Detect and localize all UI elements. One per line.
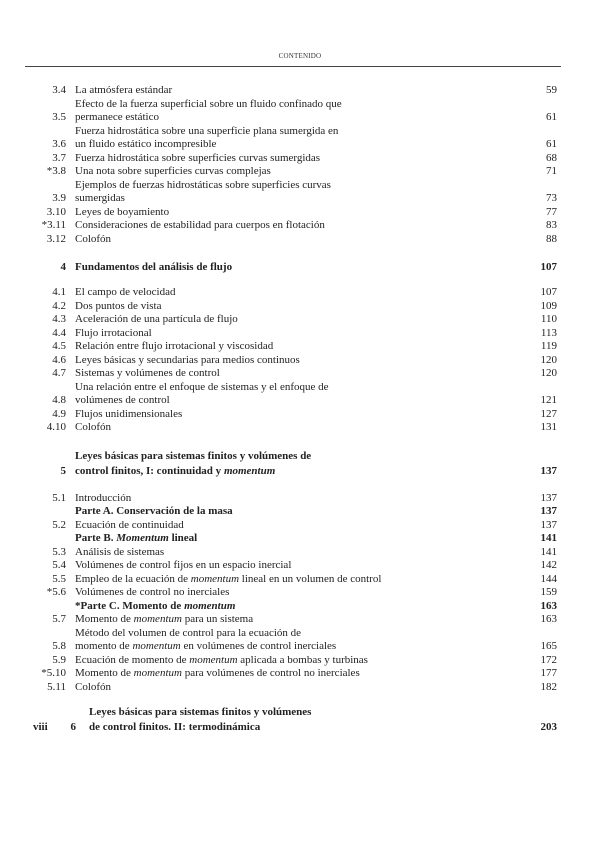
- title-line: [75, 165, 495, 179]
- title-line: [75, 219, 495, 233]
- toc-entry[interactable]: [0, 286, 600, 300]
- page-number: 59: [546, 84, 557, 96]
- page-number: 144: [540, 572, 557, 585]
- title-line: [89, 720, 509, 735]
- entry-title: [75, 449, 495, 479]
- title-line: [75, 449, 495, 464]
- title-segment: Ecuación de continuidad: [75, 518, 184, 531]
- entry-number: 3.4: [52, 84, 66, 96]
- title-line: [75, 421, 495, 435]
- title-segment: Efecto de la fuerza superficial sobre un fluido confinado que: [75, 97, 342, 110]
- entry-number: 4.10: [46, 421, 66, 433]
- title-line: [75, 286, 495, 300]
- title-segment: momentum: [133, 667, 182, 679]
- title-segment: Flujos unidimensionales: [75, 407, 183, 420]
- page-number: 61: [546, 111, 557, 123]
- title-segment: Volúmenes de control no inerciales: [75, 586, 230, 598]
- toc-entry[interactable]: [0, 125, 600, 152]
- title-line: [75, 627, 495, 641]
- page-number: 137: [540, 464, 557, 477]
- entry-number: 5.5: [52, 572, 66, 585]
- title-line: [75, 546, 495, 560]
- title-line: [75, 600, 495, 614]
- entry-number: 5.9: [52, 653, 66, 666]
- title-line: [75, 559, 495, 573]
- title-segment: permanece estático: [75, 111, 159, 123]
- title-line: [75, 354, 495, 368]
- title-line: [75, 532, 495, 546]
- title-segment: sumergidas: [75, 192, 125, 204]
- entry-number: 4.3: [52, 313, 66, 325]
- toc-entry[interactable]: [0, 573, 600, 587]
- page-number: 137: [540, 491, 557, 504]
- page-number: 165: [540, 640, 557, 652]
- entry-title: [75, 505, 495, 519]
- title-line: [75, 613, 495, 627]
- page-number: 107: [540, 286, 557, 298]
- title-segment: Método del volumen de control para la ecuación de: [75, 626, 302, 639]
- title-segment: Momento de: [75, 667, 134, 679]
- title-segment: momentum: [190, 572, 240, 585]
- toc-entry[interactable]: [0, 300, 600, 314]
- toc-entry[interactable]: [0, 681, 600, 695]
- title-segment: para volúmenes de control no inerciales: [181, 667, 360, 679]
- page-number: 163: [540, 599, 557, 612]
- title-line: [75, 192, 495, 206]
- page-number: 119: [540, 340, 557, 352]
- entry-title: [75, 408, 495, 422]
- page-number: 77: [546, 205, 557, 218]
- page-number: 120: [540, 353, 557, 366]
- section-list: [0, 492, 600, 695]
- title-line: [75, 573, 495, 587]
- entry-number: 5: [60, 464, 66, 477]
- toc-entry[interactable]: [0, 340, 600, 354]
- title-line: [75, 340, 495, 354]
- title-line: [75, 179, 495, 193]
- entry-number: 5.3: [52, 545, 66, 558]
- title-segment: momentum: [132, 640, 181, 652]
- part-entry[interactable]: [0, 600, 600, 614]
- title-line: [75, 394, 495, 408]
- entry-title: [75, 165, 495, 179]
- title-segment: Colofón: [75, 232, 112, 245]
- entry-title: [75, 667, 495, 681]
- title-segment: Leyes básicas y secundarias para medios continuos: [75, 353, 300, 366]
- toc-entry[interactable]: [0, 546, 600, 560]
- title-line: [75, 125, 495, 139]
- title-segment: Dos puntos de vista: [75, 299, 162, 312]
- toc-entry[interactable]: [0, 421, 600, 435]
- title-line: [75, 464, 495, 479]
- entry-number: 4.1: [52, 286, 66, 298]
- page-number: 71: [546, 165, 557, 177]
- title-segment: Aceleración de una partícula de flujo: [75, 313, 238, 325]
- entry-number: 4.2: [52, 299, 66, 312]
- entry-number: 3.6: [52, 138, 66, 150]
- title-line: [75, 300, 495, 314]
- toc-entry[interactable]: [0, 206, 600, 220]
- toc-entry[interactable]: [0, 381, 600, 408]
- title-segment: Volúmenes de control fijos en un espacio inercial: [75, 559, 292, 571]
- part-entry[interactable]: [0, 505, 600, 519]
- chapter-heading: [0, 449, 600, 479]
- title-line: [75, 233, 495, 247]
- title-line: [75, 505, 495, 519]
- entry-number: *3.11: [41, 219, 66, 231]
- entry-title: [75, 98, 495, 125]
- entry-title: [75, 219, 495, 233]
- entry-number: 4.4: [52, 326, 66, 339]
- title-line: [75, 492, 495, 506]
- page-number: 83: [546, 219, 557, 231]
- page-number: 141: [540, 545, 557, 558]
- entry-title: [75, 179, 495, 206]
- entry-title: [75, 367, 495, 381]
- toc-entry[interactable]: [0, 327, 600, 341]
- toc-entry[interactable]: [0, 98, 600, 125]
- title-line: [75, 313, 495, 327]
- page-number: 120: [540, 367, 557, 379]
- title-line: [75, 111, 495, 125]
- page-number: 88: [546, 232, 557, 245]
- title-segment: Fundamentos del análisis de flujo: [75, 261, 233, 273]
- title-line: [75, 640, 495, 654]
- title-line: [75, 206, 495, 220]
- title-segment: de control finitos. II: termodinámica: [89, 721, 261, 733]
- entry-title: [75, 327, 495, 341]
- entry-title: [75, 532, 495, 546]
- page-number: 110: [540, 313, 557, 325]
- part-entry[interactable]: [0, 532, 600, 546]
- chapter-entry[interactable]: [0, 705, 600, 735]
- entry-number: 5.1: [52, 491, 66, 504]
- title-segment: momentum: [189, 653, 238, 666]
- entry-number: *5.6: [46, 586, 66, 598]
- section-list: [0, 286, 600, 435]
- entry-number: 4: [60, 261, 66, 273]
- entry-number: 5.11: [47, 680, 66, 693]
- title-segment: Sistemas y volúmenes de control: [75, 367, 220, 379]
- chapter-entry[interactable]: [0, 260, 600, 275]
- page-number: 203: [540, 721, 557, 733]
- entry-number: 5.4: [52, 559, 66, 571]
- title-line: [75, 667, 495, 681]
- title-segment: El campo de velocidad: [75, 286, 176, 298]
- title-segment: Parte B.: [75, 532, 117, 544]
- title-segment: Momento de: [75, 613, 134, 625]
- entry-number: 3.7: [52, 151, 66, 164]
- entry-number: 4.6: [52, 353, 66, 366]
- entry-title: [75, 654, 495, 668]
- page-number: 61: [546, 138, 557, 150]
- page-number: 142: [540, 559, 557, 571]
- title-line: [75, 367, 495, 381]
- title-segment: en volúmenes de control inerciales: [180, 640, 337, 652]
- chapter-heading: [0, 260, 600, 275]
- title-segment: Ecuación de momento de: [75, 653, 190, 666]
- title-segment: aplicada a bombas y turbinas: [237, 653, 368, 666]
- title-line: [75, 381, 495, 395]
- page-number: 177: [540, 667, 557, 679]
- page-number: 73: [546, 192, 557, 204]
- header-rule: [25, 66, 561, 67]
- entry-title: [75, 340, 495, 354]
- page-number: 121: [540, 394, 557, 406]
- title-segment: Parte A. Conservación de la masa: [75, 505, 233, 517]
- entry-title: [89, 705, 509, 735]
- entry-title: [75, 613, 495, 627]
- title-segment: Leyes básicas para sistemas finitos y volúmenes: [89, 706, 312, 718]
- entry-title: [75, 519, 495, 533]
- entry-title: [75, 546, 495, 560]
- entry-number: 3.9: [52, 192, 66, 204]
- toc-entry[interactable]: [0, 233, 600, 247]
- entry-title: [75, 586, 495, 600]
- toc-entry[interactable]: [0, 367, 600, 381]
- page-number: 113: [540, 326, 557, 339]
- toc-entry[interactable]: [0, 627, 600, 654]
- toc-entry[interactable]: [0, 84, 600, 98]
- title-segment: Leyes básicas para sistemas finitos y volúmenes de: [75, 449, 312, 462]
- title-segment: Introducción: [75, 491, 132, 504]
- running-header: CONTENIDO: [278, 52, 322, 60]
- page-number: 141: [540, 532, 557, 544]
- title-line: [75, 654, 495, 668]
- toc-entry[interactable]: [0, 219, 600, 233]
- toc-entry[interactable]: [0, 492, 600, 506]
- entry-title: [75, 286, 495, 300]
- title-line: [75, 98, 495, 112]
- entry-number: 5.7: [52, 613, 66, 625]
- page-number: 109: [540, 299, 557, 312]
- title-segment: momento de: [75, 640, 133, 652]
- page-folio: viii: [33, 721, 48, 733]
- title-segment: Colofón: [75, 421, 112, 433]
- toc-entry[interactable]: [0, 586, 600, 600]
- entry-number: 3.10: [46, 205, 66, 218]
- entry-number: 5.8: [52, 640, 66, 652]
- chapter-entry[interactable]: [0, 449, 600, 479]
- title-segment: Leyes de boyamiento: [75, 205, 170, 218]
- entry-number: 6: [70, 721, 76, 733]
- table-of-contents: [0, 84, 600, 735]
- entry-title: [75, 421, 495, 435]
- title-line: [89, 705, 509, 720]
- entry-title: [75, 260, 495, 275]
- entry-title: [75, 84, 495, 98]
- title-segment: La atmósfera estándar: [75, 84, 173, 96]
- toc-entry[interactable]: [0, 408, 600, 422]
- entry-number: 4.5: [52, 340, 66, 352]
- title-line: [75, 681, 495, 695]
- page-number: 182: [540, 680, 557, 693]
- page-number: 172: [540, 653, 557, 666]
- title-segment: Empleo de la ecuación de: [75, 572, 191, 585]
- entry-title: [75, 233, 495, 247]
- entry-title: [75, 492, 495, 506]
- toc-entry[interactable]: [0, 613, 600, 627]
- entry-number: 4.7: [52, 367, 66, 379]
- entry-number: 4.8: [52, 394, 66, 406]
- title-segment: Ejemplos de fuerzas hidrostáticas sobre superficies curvas: [75, 178, 331, 191]
- entry-number: 4.9: [52, 407, 66, 420]
- entry-title: [75, 573, 495, 587]
- entry-title: [75, 381, 495, 408]
- entry-title: [75, 354, 495, 368]
- title-line: [75, 586, 495, 600]
- title-line: [75, 84, 495, 98]
- entry-title: [75, 559, 495, 573]
- toc-entry[interactable]: [0, 152, 600, 166]
- title-segment: Fuerza hidrostática sobre superficies curvas sumergidas: [75, 151, 321, 164]
- entry-number: 3.5: [52, 111, 66, 123]
- title-line: [75, 260, 495, 275]
- title-segment: Fuerza hidrostática sobre una superficie plana sumergida en: [75, 124, 339, 137]
- entry-title: [75, 681, 495, 695]
- title-segment: un fluido estático incompresible: [75, 138, 217, 150]
- entry-title: [75, 125, 495, 152]
- title-segment: momentum: [133, 613, 182, 625]
- title-segment: Flujo irrotacional: [75, 326, 152, 339]
- entry-title: [75, 206, 495, 220]
- entry-title: [75, 152, 495, 166]
- toc-entry[interactable]: [0, 559, 600, 573]
- title-segment: lineal en un volumen de control: [239, 572, 382, 585]
- page-number: 107: [540, 261, 557, 273]
- title-line: [75, 138, 495, 152]
- title-segment: momentum: [184, 599, 236, 612]
- title-segment: Consideraciones de estabilidad para cuerpos en flotación: [75, 219, 325, 231]
- title-segment: lineal: [168, 532, 198, 544]
- title-segment: Relación entre flujo irrotacional y viscosidad: [75, 340, 274, 352]
- title-segment: Una nota sobre superficies curvas complejas: [75, 165, 271, 177]
- toc-entry[interactable]: [0, 165, 600, 179]
- entry-number: 3.12: [46, 232, 66, 245]
- page-number: 137: [540, 505, 557, 517]
- entry-number: *3.8: [46, 165, 66, 177]
- toc-entry[interactable]: [0, 179, 600, 206]
- title-segment: Una relación entre el enfoque de sistemas y el enfoque de: [75, 380, 329, 393]
- entry-number: 5.2: [52, 518, 66, 531]
- entry-title: [75, 627, 495, 654]
- title-line: [75, 408, 495, 422]
- title-line: [75, 519, 495, 533]
- title-segment: Momentum: [116, 532, 169, 544]
- entry-title: [75, 300, 495, 314]
- title-segment: *Parte C. Momento de: [75, 599, 185, 612]
- page-number: 137: [540, 518, 557, 531]
- toc-entry[interactable]: [0, 667, 600, 681]
- entry-number: *5.10: [41, 667, 66, 679]
- chapter-heading: [0, 705, 600, 735]
- toc-entry[interactable]: [0, 519, 600, 533]
- toc-entry[interactable]: [0, 354, 600, 368]
- title-segment: Colofón: [75, 680, 112, 693]
- page-number: 131: [540, 421, 557, 433]
- page-number: 163: [540, 613, 557, 625]
- toc-entry[interactable]: [0, 313, 600, 327]
- title-line: [75, 327, 495, 341]
- title-segment: volúmenes de control: [75, 394, 170, 406]
- page-number: 68: [546, 151, 557, 164]
- title-line: [75, 152, 495, 166]
- page-number: 127: [540, 407, 557, 420]
- page-number: 159: [540, 586, 557, 598]
- title-segment: momentum: [223, 464, 276, 477]
- toc-entry[interactable]: [0, 654, 600, 668]
- entry-title: [75, 600, 495, 614]
- title-segment: Análisis de sistemas: [75, 545, 165, 558]
- title-segment: control finitos, I: continuidad y: [75, 464, 224, 477]
- entry-title: [75, 313, 495, 327]
- title-segment: para un sistema: [181, 613, 254, 625]
- section-list: [0, 84, 600, 246]
